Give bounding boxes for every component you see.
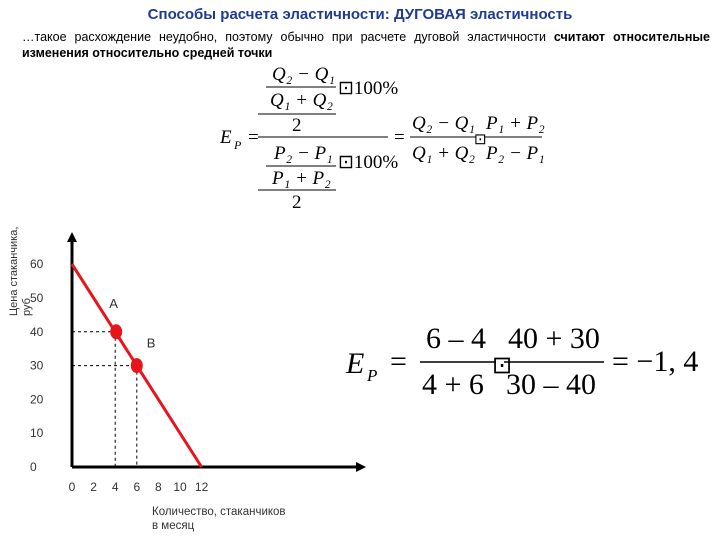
x-tick-label: 4	[111, 480, 119, 494]
example-num-1: 6 – 4	[426, 322, 486, 355]
rhs-den-1: Q₁ + Q₂	[412, 143, 475, 164]
example-lhs: E	[346, 347, 365, 380]
times-general: ⊡	[474, 132, 487, 148]
x-tick-label: 12	[194, 480, 209, 494]
percent-bottom: ⊡100%	[338, 152, 399, 173]
y-axis-label: Цена стаканчика, руб	[8, 226, 33, 316]
x-tick-label: 10	[173, 480, 187, 494]
y-tick-label: 60	[30, 257, 44, 272]
intro-bold-verb: считают	[553, 30, 606, 44]
y-tick-label: 10	[30, 426, 44, 441]
frac-p-den: P₁ + P₂	[272, 168, 331, 189]
example-lhs-sub: P	[367, 366, 378, 385]
demand-chart	[0, 230, 380, 520]
two-top: 2	[292, 115, 302, 136]
y-axis-arrow	[67, 232, 77, 242]
frac-p-num: P₂ − P₁	[274, 143, 333, 164]
formula-eq-2: =	[394, 127, 405, 148]
rhs-num-1: Q₂ − Q₁	[412, 113, 475, 134]
point-B	[131, 358, 143, 373]
intro-paragraph	[22, 29, 710, 61]
frac-q-num: Q₂ − Q₁	[272, 64, 335, 85]
intro-text: …такое расхождение неудобно, поэтому обычно при расчете дуговой эластичности	[22, 30, 554, 44]
x-axis-arrow	[356, 462, 366, 472]
point-label-B: B	[146, 335, 156, 351]
formula-eq-1: =	[248, 127, 259, 148]
formula-lhs-sub: P	[234, 138, 242, 152]
example-den-1: 4 + 6	[422, 368, 484, 401]
example-num-2: 40 + 30	[508, 322, 600, 355]
x-tick-label: 8	[155, 480, 162, 494]
x-tick-label: 0	[68, 480, 76, 494]
x-axis-label: Количество, стаканчиков в месяц	[152, 506, 286, 532]
y-tick-label: 30	[30, 358, 44, 373]
point-A	[110, 324, 122, 339]
example-result: = −1, 4	[612, 345, 699, 378]
percent-top: ⊡100%	[338, 78, 399, 99]
formula-example	[340, 318, 700, 408]
y-tick-label: 50	[30, 291, 44, 305]
page-title: Способы расчета эластичности: ДУГОВАЯ эластичность	[147, 6, 573, 23]
rhs-den-2: P₂ − P₁	[486, 143, 545, 164]
x-tick-label: 6	[133, 480, 141, 494]
y-tick-label: 40	[30, 324, 44, 339]
frac-q-den: Q₁ + Q₂	[270, 90, 333, 111]
rhs-num-2: P₁ + P₂	[486, 113, 545, 134]
formula-lhs: E	[220, 127, 232, 148]
intro-bold-phrase: относительные изменения относительно средней точки	[22, 30, 710, 60]
two-bottom: 2	[292, 192, 302, 213]
example-times: ⊡	[492, 353, 513, 379]
x-tick-label: 2	[90, 480, 97, 494]
example-eq: =	[390, 345, 407, 378]
example-den-2: 30 – 40	[506, 368, 596, 401]
y-tick-label: 20	[30, 392, 44, 407]
point-label-A: A	[109, 295, 118, 311]
y-tick-label: 0	[30, 460, 37, 474]
